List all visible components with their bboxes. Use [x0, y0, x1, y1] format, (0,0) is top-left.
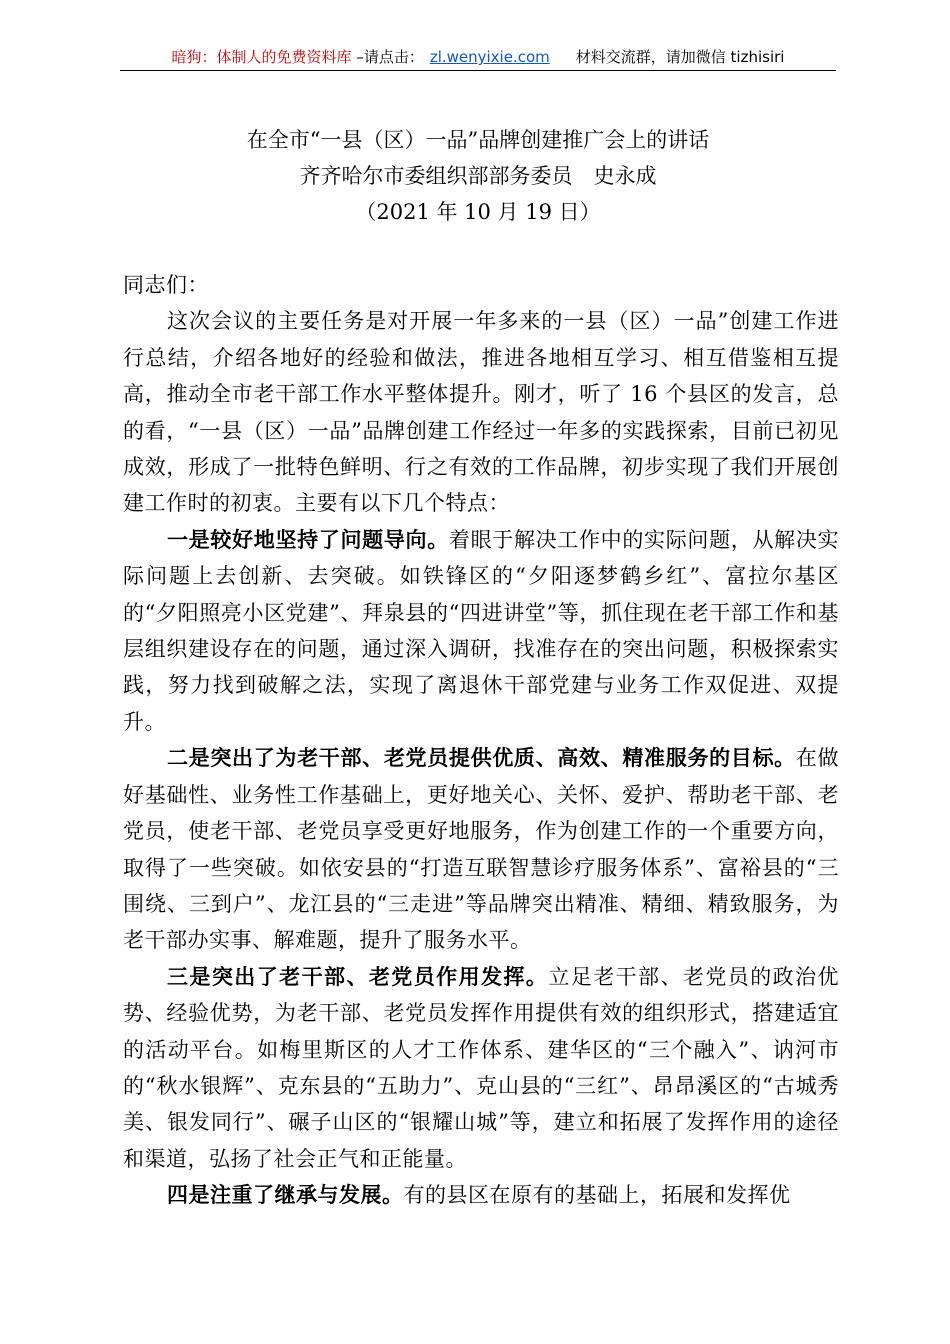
- point-paragraph-3: [123, 959, 839, 1177]
- point-paragraph-2: [123, 740, 839, 958]
- document-body: [123, 267, 839, 1214]
- point-body: 有的县区在原有的基础上，拓展和发挥优: [403, 1183, 791, 1208]
- header-link[interactable]: zl.wenyixie.com: [429, 48, 550, 66]
- point-paragraph-1: [123, 522, 839, 740]
- salutation: 同志们：: [123, 273, 209, 297]
- point-lead: 一是较好地坚持了问题导向。: [167, 526, 449, 552]
- document-date: （2021 年 10 月 19 日）: [355, 200, 601, 224]
- document-author: 齐齐哈尔市委组织部部务委员 史永成: [299, 164, 657, 188]
- title-block: [120, 122, 836, 230]
- document-title: 在全市“一县（区）一品”品牌创建推广会上的讲话: [246, 128, 710, 152]
- point-paragraph-4: [123, 1177, 839, 1213]
- point-body: 着眼于解决工作中的实际问题，从解决实际问题上去创新、去突破。如铁锋区的“夕阳逐梦鹤乡红”、富拉尔基区的“夕阳照亮小区党建”、拜泉县的“四进讲堂”等，抓住现在老干部工作和基层组织建设存在的问题，通过深入调研，找准存在的突出问题，积极探索实践，努力找到破解之法，实现了离退休干部党建与业务工作双促进、双提升。: [123, 527, 840, 734]
- header-group-note: 材料交流群，请加微信 tizhisiri: [575, 48, 785, 66]
- point-lead: 四是注重了继承与发展。: [167, 1182, 404, 1208]
- point-lead: 二是突出了为老干部、老党员提供优质、高效、精准服务的目标。: [167, 745, 796, 771]
- point-body: 在做好基础性、业务性工作基础上，更好地关心、关怀、爱护、帮助老干部、老党员，使老干部、老党员享受更好地服务，作为创建工作的一个重要方向，取得了一些突破。如依安县的“打造互联智慧诊疗服务体系”、富裕县的“三围绕、三到户”、龙江县的“三走进”等品牌突出精准、精细、精致服务，为老干部办实事、解难题，提升了服务水平。: [123, 746, 840, 953]
- page-header: [120, 44, 836, 71]
- header-brand: 暗狗：体制人的免费资料库: [171, 48, 352, 66]
- point-lead: 三是突出了老干部、老党员作用发挥。: [167, 963, 549, 989]
- intro-paragraph: 这次会议的主要任务是对开展一年多来的一县（区）一品”创建工作进行总结，介绍各地好的经验和做法，推进各地相互学习、相互借鉴相互提高，推动全市老干部工作水平整体提升。刚才，听了 16 个县区的发言，总的看，“一县（区）一品”品牌创建工作经过一年多的实践探索，目前已初见成效，形成了一批特色鲜明、行之有效的工作品牌，初步实现了我们开展创建工作时的初衷。主要有以下几个特点：: [123, 309, 839, 516]
- point-body: 立足老干部、老党员的政治优势、经验优势，为老干部、老党员发挥作用提供有效的组织形式，搭建适宜的活动平台。如梅里斯区的人才工作体系、建华区的“三个融入”、讷河市的“秋水银辉”、克东县的“五助力”、克山县的“三红”、昂昂溪区的“古城秀美、银发同行”、碾子山区的“银耀山城”等，建立和拓展了发挥作用的途径和渠道，弘扬了社会正气和正能量。: [123, 964, 839, 1171]
- header-click-prompt: –请点击：: [351, 48, 424, 66]
